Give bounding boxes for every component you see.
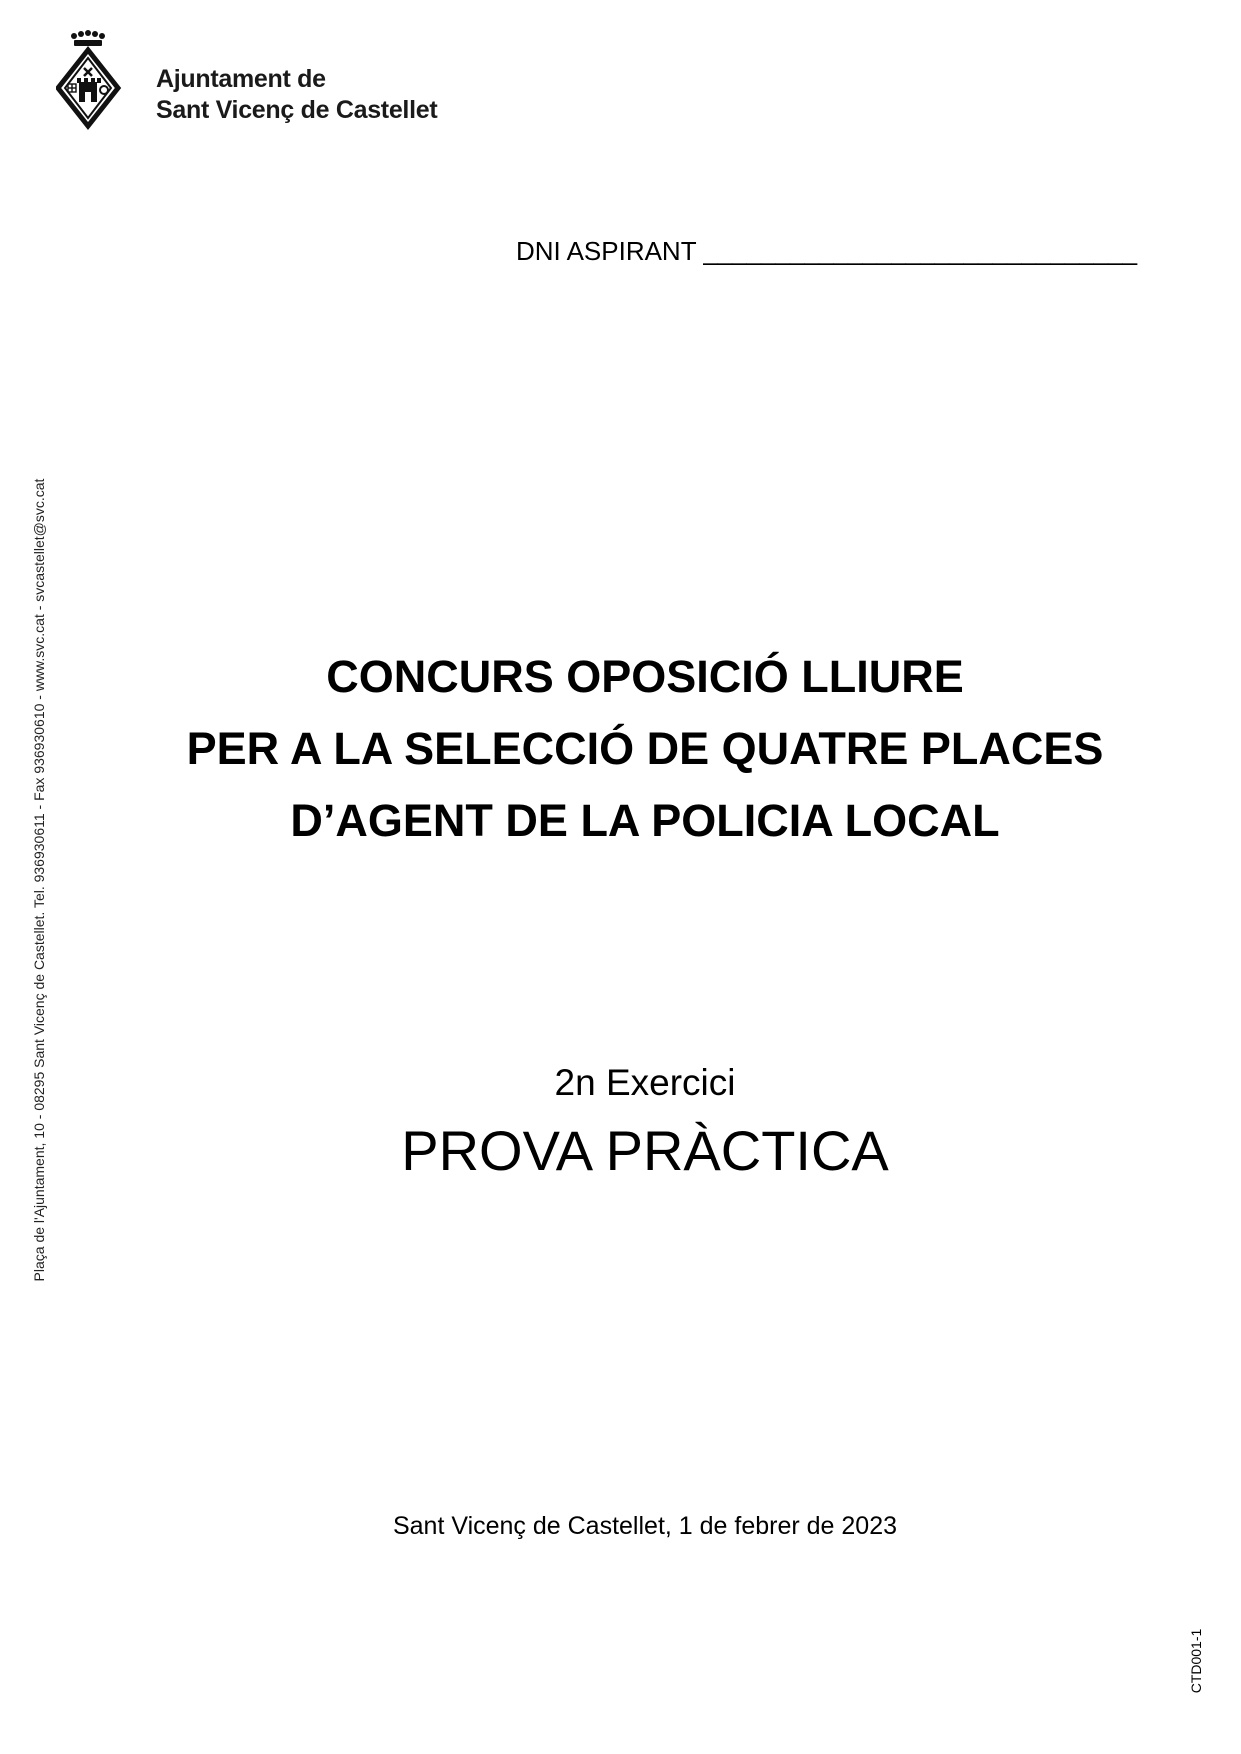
- title-line2: PER A LA SELECCIÓ DE QUATRE PLACES: [186, 723, 1104, 774]
- exercise-name: PROVA PRÀCTICA: [401, 1119, 889, 1182]
- side-address-text: Plaça de l'Ajuntament, 10 - 08295 Sant Vicenç de Castellet. Tel. 936930611 - Fax 936930610 - www.svc.cat - svcastellet@svc.cat: [31, 478, 47, 1282]
- coat-of-arms-icon: [56, 30, 156, 140]
- organization-name-line1: Ajuntament de: [156, 65, 326, 93]
- title-line1: CONCURS OPOSICIÓ LLIURE: [326, 651, 964, 702]
- exercise-number: 2n Exercici: [554, 1062, 736, 1103]
- organization-name: [156, 64, 437, 126]
- place-and-date: Sant Vicenç de Castellet, 1 de febrer de 2023: [392, 1512, 898, 1540]
- title-line3: D’AGENT DE LA POLICIA LOCAL: [290, 795, 1000, 846]
- dni-aspirant-field: DNI ASPIRANT ______________________________: [516, 236, 1138, 266]
- organization-name-line2: Sant Vicenç de Castellet: [156, 96, 438, 124]
- document-title: [0, 641, 1241, 857]
- document-code: CTD001-1: [1188, 1628, 1204, 1694]
